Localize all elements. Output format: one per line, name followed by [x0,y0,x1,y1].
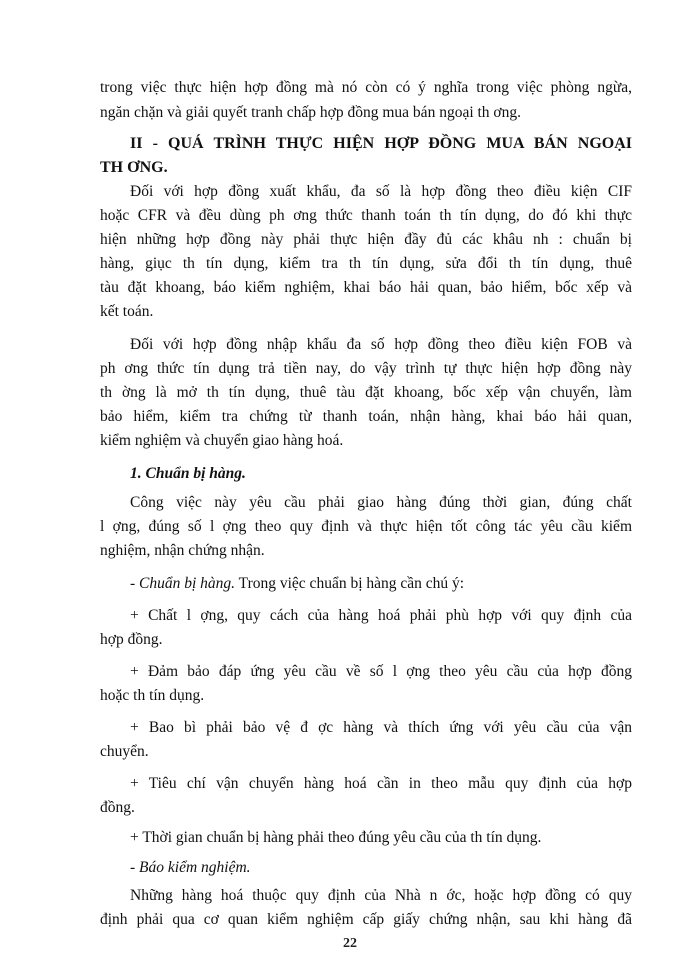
text-line: tàu đặt khoang, báo kiểm nghiệm, khai báo hải quan, bảo hiểm, bốc xếp và [100,279,632,296]
text-line: ph ơng thức tín dụng trả tiền nay, do vậy trình tự thực hiện hợp đồng này [100,360,632,377]
text-line: hiện những hợp đồng này phải thực hiện đầy đủ các khâu nh : chuẩn bị [100,231,632,248]
text-line: Đối với hợp đồng xuất khẩu, đa số là hợp đồng theo điều kiện CIF [130,183,632,200]
text-line: hợp đồng. [100,631,163,648]
text-line: ngăn chặn và giải quyết tranh chấp hợp đồng mua bán ngoại th ơng. [100,104,522,121]
text-line: hoặc CFR và đều dùng ph ơng thức thanh toán th tín dụng, do đó khi thực [100,207,632,224]
text-line: kết toán. [100,303,154,320]
text-line: chuyển. [100,743,149,760]
text-line: hàng, giục th tín dụng, kiểm tra th tín dụng, sửa đổi th tín dụng, thuê [100,255,632,272]
subsection-heading: 1. Chuẩn bị hàng. [130,465,246,482]
text-line: bảo hiểm, kiểm tra chứng từ thanh toán, nhận hàng, khai báo hải quan, [100,408,632,425]
bullet-line: + Tiêu chí vận chuyển hàng hoá cần in theo mẫu quy định của hợp [130,775,632,792]
text-line: nghiệm, nhận chứng nhận. [100,542,265,559]
section-heading: II - QUÁ TRÌNH THỰC HIỆN HỢP ĐỒNG MUA BÁN NGOẠI [130,135,632,152]
bullet-line: + Chất l ợng, quy cách của hàng hoá phải phù hợp với quy định của [130,607,632,624]
bullet-line: + Đảm bảo đáp ứng yêu cầu về số l ợng theo yêu cầu của hợp đồng [130,663,632,680]
text-line: Công việc này yêu cầu phải giao hàng đúng thời gian, đúng chất [130,494,632,511]
text-line [130,573,632,595]
italic-label: - Báo kiểm nghiệm. [130,859,251,876]
text-line: đồng. [100,799,135,816]
bullet-line: + Bao bì phải bảo vệ đ ợc hàng và thích ứng với yêu cầu của vận [130,719,632,736]
text-line: trong việc thực hiện hợp đồng mà nó còn có ý nghĩa trong việc phòng ngừa, [100,79,632,96]
text-line: kiểm nghiệm và chuyển giao hàng hoá. [100,432,344,449]
inline-text: Trong việc chuẩn bị hàng cần chú ý: [235,575,465,592]
text-line: hoặc th tín dụng. [100,687,205,704]
text-line: th ờng là mở th tín dụng, thuê tàu đặt khoang, bốc xếp vận chuyển, làm [100,384,632,401]
text-line: định phải qua cơ quan kiểm nghiệm cấp giấy chứng nhận, sau khi hàng đã [100,911,632,928]
text-line: Đối với hợp đồng nhập khẩu đa số hợp đồng theo điều kiện FOB và [130,336,632,353]
text-line: l ợng, đúng số l ợng theo quy định và thực hiện tốt công tác yêu cầu kiểm [100,518,632,535]
page-number: 22 [343,936,357,951]
section-heading-cont: TH ƠNG. [100,159,168,176]
bullet-line: + Thời gian chuẩn bị hàng phải theo đúng yêu cầu của th tín dụng. [130,829,542,846]
text-line: Những hàng hoá thuộc quy định của Nhà n ớc, hoặc hợp đồng có quy [130,887,632,904]
inline-italic-label: - Chuẩn bị hàng. [130,575,236,592]
